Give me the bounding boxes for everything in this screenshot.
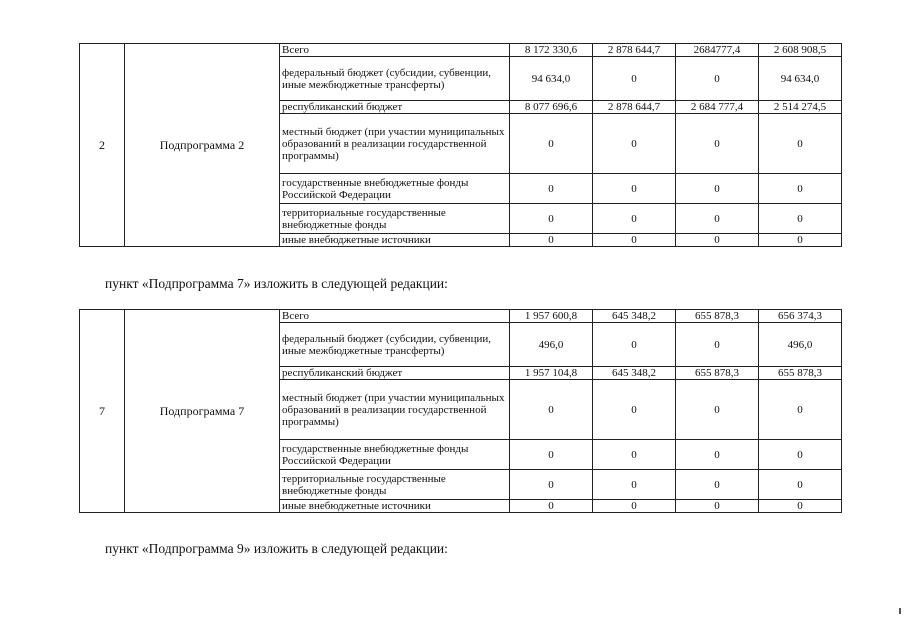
value-cell: 0 bbox=[510, 204, 593, 234]
value-cell: 1 957 104,8 bbox=[510, 367, 593, 380]
funding-source: государственные внебюджетные фонды Российской Федерации bbox=[280, 440, 510, 470]
value-cell: 0 bbox=[676, 440, 759, 470]
value-cell: 0 bbox=[676, 114, 759, 174]
value-cell: 0 bbox=[510, 114, 593, 174]
value-cell: 496,0 bbox=[759, 323, 842, 367]
funding-source: Всего bbox=[280, 44, 510, 57]
budget-table-subprogram-7 bbox=[79, 309, 842, 513]
value-cell: 0 bbox=[593, 323, 676, 367]
value-cell: 0 bbox=[759, 114, 842, 174]
funding-source: республиканский бюджет bbox=[280, 367, 510, 380]
value-cell: 2 684 777,4 bbox=[676, 101, 759, 114]
funding-source: республиканский бюджет bbox=[280, 101, 510, 114]
value-cell: 2 608 908,5 bbox=[759, 44, 842, 57]
value-cell: 8 077 696,6 bbox=[510, 101, 593, 114]
value-cell: 0 bbox=[676, 234, 759, 247]
funding-source: территориальные государственные внебюджетные фонды bbox=[280, 204, 510, 234]
value-cell: 0 bbox=[510, 440, 593, 470]
value-cell: 0 bbox=[593, 500, 676, 513]
value-cell: 0 bbox=[676, 204, 759, 234]
value-cell: 0 bbox=[510, 174, 593, 204]
value-cell: 0 bbox=[593, 174, 676, 204]
value-cell: 1 957 600,8 bbox=[510, 310, 593, 323]
value-cell: 94 634,0 bbox=[759, 57, 842, 101]
value-cell: 0 bbox=[759, 470, 842, 500]
value-cell: 0 bbox=[510, 380, 593, 440]
funding-source: местный бюджет (при участии муниципальных образований в реализации государственной программы) bbox=[280, 114, 510, 174]
value-cell: 2 878 644,7 bbox=[593, 101, 676, 114]
funding-source: федеральный бюджет (субсидии, субвенции, иные межбюджетные трансферты) bbox=[280, 57, 510, 101]
value-cell: 645 348,2 bbox=[593, 367, 676, 380]
value-cell: 2684777,4 bbox=[676, 44, 759, 57]
paragraph-subprogram-7: пункт «Подпрограмма 7» изложить в следующей редакции: bbox=[105, 276, 448, 291]
value-cell: 0 bbox=[759, 204, 842, 234]
value-cell: 0 bbox=[510, 470, 593, 500]
funding-source: Всего bbox=[280, 310, 510, 323]
value-cell: 0 bbox=[676, 174, 759, 204]
value-cell: 0 bbox=[593, 234, 676, 247]
value-cell: 0 bbox=[593, 470, 676, 500]
funding-source: иные внебюджетные источники bbox=[280, 234, 510, 247]
value-cell: 0 bbox=[593, 114, 676, 174]
value-cell: 656 374,3 bbox=[759, 310, 842, 323]
value-cell: 0 bbox=[759, 500, 842, 513]
value-cell: 0 bbox=[676, 323, 759, 367]
scan-mark bbox=[899, 608, 901, 614]
value-cell: 0 bbox=[510, 234, 593, 247]
value-cell: 0 bbox=[510, 500, 593, 513]
value-cell: 0 bbox=[759, 440, 842, 470]
value-cell: 0 bbox=[593, 380, 676, 440]
value-cell: 0 bbox=[593, 204, 676, 234]
row-number: 2 bbox=[80, 44, 125, 247]
value-cell: 2 878 644,7 bbox=[593, 44, 676, 57]
subprogram-name: Подпрограмма 7 bbox=[125, 310, 280, 513]
funding-source: территориальные государственные внебюджетные фонды bbox=[280, 470, 510, 500]
value-cell: 0 bbox=[759, 234, 842, 247]
value-cell: 0 bbox=[676, 500, 759, 513]
value-cell: 0 bbox=[676, 380, 759, 440]
value-cell: 0 bbox=[759, 380, 842, 440]
value-cell: 655 878,3 bbox=[676, 367, 759, 380]
subprogram-name: Подпрограмма 2 bbox=[125, 44, 280, 247]
value-cell: 94 634,0 bbox=[510, 57, 593, 101]
value-cell: 8 172 330,6 bbox=[510, 44, 593, 57]
value-cell: 645 348,2 bbox=[593, 310, 676, 323]
value-cell: 655 878,3 bbox=[676, 310, 759, 323]
funding-source: федеральный бюджет (субсидии, субвенции, иные межбюджетные трансферты) bbox=[280, 323, 510, 367]
row-number: 7 bbox=[80, 310, 125, 513]
funding-source: местный бюджет (при участии муниципальных образований в реализации государственной программы) bbox=[280, 380, 510, 440]
value-cell: 0 bbox=[593, 440, 676, 470]
funding-source: иные внебюджетные источники bbox=[280, 500, 510, 513]
budget-table-subprogram-2 bbox=[79, 43, 842, 247]
value-cell: 0 bbox=[676, 57, 759, 101]
value-cell: 496,0 bbox=[510, 323, 593, 367]
value-cell: 2 514 274,5 bbox=[759, 101, 842, 114]
value-cell: 0 bbox=[676, 470, 759, 500]
value-cell: 0 bbox=[593, 57, 676, 101]
value-cell: 0 bbox=[759, 174, 842, 204]
paragraph-subprogram-9: пункт «Подпрограмма 9» изложить в следующей редакции: bbox=[105, 541, 448, 556]
funding-source: государственные внебюджетные фонды Российской Федерации bbox=[280, 174, 510, 204]
value-cell: 655 878,3 bbox=[759, 367, 842, 380]
